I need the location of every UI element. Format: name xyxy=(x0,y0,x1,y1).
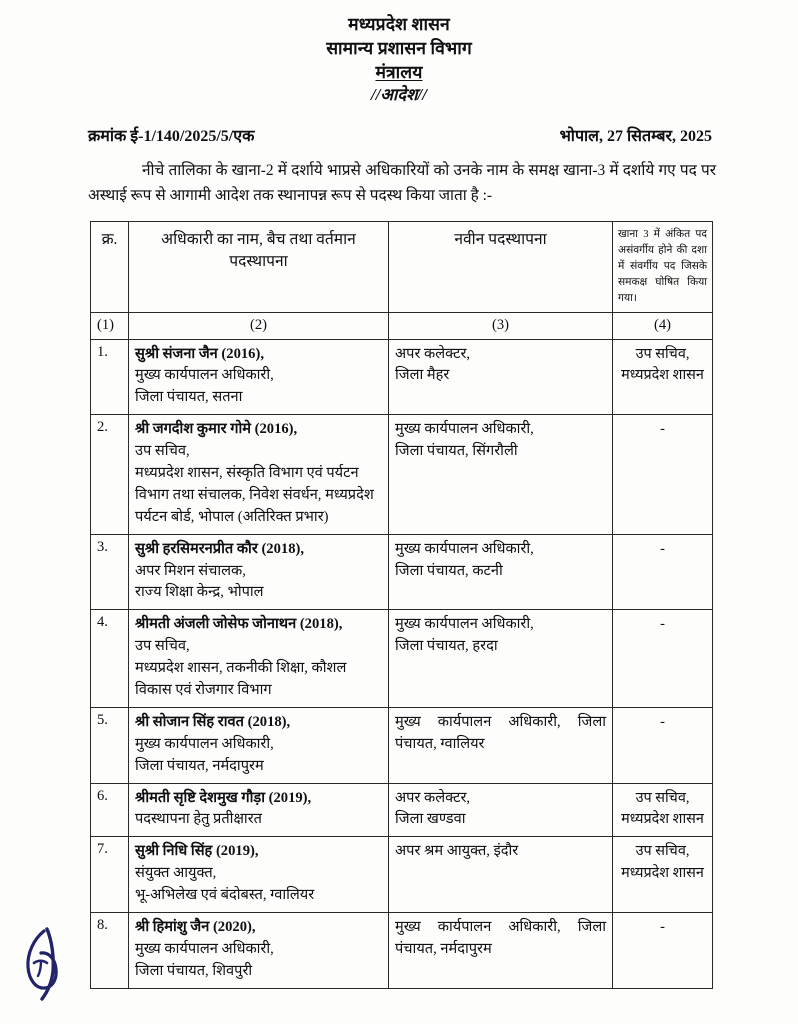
row-serial: 2. xyxy=(91,415,129,534)
place-and-date: भोपाल, 27 सितम्बर, 2025 xyxy=(559,128,712,146)
header-officer-name: अधिकारी का नाम, बैच तथा वर्तमान पदस्थापना xyxy=(129,222,389,312)
government-name: मध्यप्रदेश शासन xyxy=(348,14,450,34)
officer-name: श्री सोजान सिंह रावत (2018), xyxy=(135,713,291,730)
current-posting: उप सचिव, मध्यप्रदेश शासन, संस्कृति विभाग एवं पर्यटन विभाग तथा संचालक, निवेश संवर्धन, मध्यप्रदेश पर्यटन बोर्ड, भोपाल (अतिरिक्त प्रभार) xyxy=(135,443,374,525)
row-new-posting: मुख्य कार्यपालन अधिकारी, जिला पंचायत, ग्वालियर xyxy=(389,707,613,783)
row-serial: 3. xyxy=(91,534,129,610)
row-new-posting: अपर कलेक्टर, जिला खण्डवा xyxy=(389,783,613,837)
row-new-posting: अपर कलेक्टर, जिला मैहर xyxy=(389,339,613,415)
row-officer-cell xyxy=(129,339,389,415)
row-new-posting: मुख्य कार्यपालन अधिकारी, जिला पंचायत, नर्मदापुरम xyxy=(389,913,613,989)
table-row xyxy=(91,534,713,610)
row-officer-cell xyxy=(129,913,389,989)
row-serial: 7. xyxy=(91,837,129,913)
letterhead xyxy=(0,0,798,107)
row-officer-cell xyxy=(129,837,389,913)
signature-icon xyxy=(14,925,84,1007)
header-serial: क्र. xyxy=(91,222,129,312)
row-serial: 6. xyxy=(91,783,129,837)
colnum-1: (1) xyxy=(91,312,129,339)
department-name: सामान्य प्रशासन विभाग xyxy=(326,38,472,59)
posting-table xyxy=(90,221,713,989)
table-row xyxy=(91,913,713,989)
row-new-posting: अपर श्रम आयुक्त, इंदौर xyxy=(389,837,613,913)
row-equivalent-post: - xyxy=(613,415,713,534)
header-equivalent-post: खाना 3 में अंकित पद असंवर्गीय होने की दशा में संवर्गीय पद जिसके समकक्ष घोषित किया गया। xyxy=(613,222,713,312)
table-row xyxy=(91,837,713,913)
row-new-posting: मुख्य कार्यपालन अधिकारी, जिला पंचायत, सिंगरौली xyxy=(389,415,613,534)
officer-name: सुश्री हरसिमरनप्रीत कौर (2018), xyxy=(135,540,304,557)
current-posting: मुख्य कार्यपालन अधिकारी, जिला पंचायत, शिवपुरी xyxy=(135,940,274,979)
colnum-2: (2) xyxy=(129,312,389,339)
row-officer-cell xyxy=(129,707,389,783)
current-posting: मुख्य कार्यपालन अधिकारी, जिला पंचायत, नर्मदापुरम xyxy=(135,735,274,774)
body-paragraph: नीचे तालिका के खाना-2 में दर्शाये भाप्रसे अधिकारियों को उनके नाम के समक्ष खाना-3 में दर्शाये गए पद पर अस्थाई रूप से आगामी आदेश तक स्थानापन्न रूप से पदस्थ किया जाता है :- xyxy=(88,162,716,205)
order-number: क्रमांक ई-1/140/2025/5/एक xyxy=(88,128,255,146)
row-equivalent-post: उप सचिव, मध्यप्रदेश शासन xyxy=(613,783,713,837)
row-serial: 8. xyxy=(91,913,129,989)
officer-name: श्री हिमांशु जैन (2020), xyxy=(135,919,256,936)
table-row xyxy=(91,610,713,708)
officer-name: श्रीमती सृष्टि देशमुख गौड़ा (2019), xyxy=(135,789,312,806)
row-equivalent-post: - xyxy=(613,913,713,989)
order-label: //आदेश// xyxy=(371,85,427,105)
current-posting: संयुक्त आयुक्त, भू-अभिलेख एवं बंदोबस्त, ग्वालियर xyxy=(135,865,315,904)
row-equivalent-post: उप सचिव, मध्यप्रदेश शासन xyxy=(613,339,713,415)
current-posting: पदस्थापना हेतु प्रतीक्षारत xyxy=(135,811,262,828)
colnum-4: (4) xyxy=(613,312,713,339)
order-meta-row xyxy=(0,124,798,146)
row-officer-cell xyxy=(129,534,389,610)
header-new-posting: नवीन पदस्थापना xyxy=(389,222,613,312)
row-serial: 4. xyxy=(91,610,129,708)
current-posting: मुख्य कार्यपालन अधिकारी, जिला पंचायत, सतना xyxy=(135,367,274,406)
row-officer-cell xyxy=(129,415,389,534)
row-equivalent-post: - xyxy=(613,534,713,610)
table-row xyxy=(91,783,713,837)
row-officer-cell xyxy=(129,610,389,708)
posting-table-wrapper xyxy=(0,221,798,989)
row-new-posting: मुख्य कार्यपालन अधिकारी, जिला पंचायत, हरदा xyxy=(389,610,613,708)
officer-name: सुश्री संजना जैन (2016), xyxy=(135,345,264,362)
row-serial: 1. xyxy=(91,339,129,415)
table-row xyxy=(91,707,713,783)
row-equivalent-post: - xyxy=(613,610,713,708)
row-new-posting: मुख्य कार्यपालन अधिकारी, जिला पंचायत, कटनी xyxy=(389,534,613,610)
table-row xyxy=(91,415,713,534)
row-equivalent-post: - xyxy=(613,707,713,783)
row-equivalent-post: उप सचिव, मध्यप्रदेश शासन xyxy=(613,837,713,913)
mantralaya-label: मंत्रालय xyxy=(375,62,423,83)
officer-name: श्रीमती अंजली जोसेफ जोनाथन (2018), xyxy=(135,616,343,633)
current-posting: अपर मिशन संचालक, राज्य शिक्षा केन्द्र, भोपाल xyxy=(135,562,264,601)
table-row xyxy=(91,339,713,415)
signature-mark xyxy=(14,925,84,1007)
current-posting: उप सचिव, मध्यप्रदेश शासन, तकनीकी शिक्षा, कौशल विकास एवं रोजगार विभाग xyxy=(135,638,347,699)
colnum-3: (3) xyxy=(389,312,613,339)
officer-name: श्री जगदीश कुमार गोमे (2016), xyxy=(135,421,298,438)
row-serial: 5. xyxy=(91,707,129,783)
table-header-row xyxy=(91,222,713,312)
table-column-number-row xyxy=(91,312,713,339)
row-officer-cell xyxy=(129,783,389,837)
officer-name: सुश्री निधि सिंह (2019), xyxy=(135,843,259,860)
